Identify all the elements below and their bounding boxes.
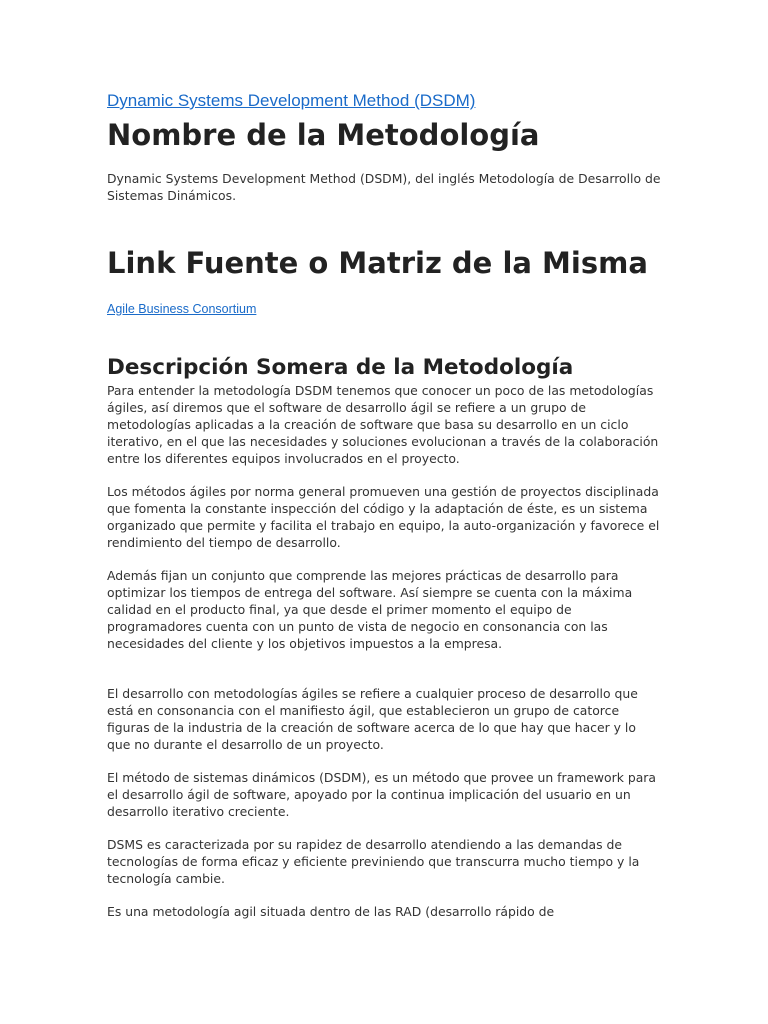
paragraph-best-practices: Además fijan un conjunto que comprende las mejores prácticas de desarrollo para optimizar los tiempos de entrega del software. Así siempre se cuenta con la máxima calidad en el producto final, ya que desde el primer momento el equipo de programadores cuenta con un punto de vista de negocio en consonancia con las necesidades del cliente y los objetivos impuestos a la empresa. [107, 568, 633, 651]
paragraph-agile-methods: Los métodos ágiles por norma general promueven una gestión de proyectos disciplinada que fomenta la constante inspección del código y la adaptación de éste, es un sistema organizado que permite y facilita el trabajo en equipo, la auto-organización y favorece el rendimiento del tiempo de desarrollo. [107, 484, 660, 550]
heading-description: Descripción Somera de la Metodología [107, 355, 574, 380]
paragraph-rad: Es una metodología agil situada dentro de las RAD (desarrollo rápido de [107, 904, 555, 919]
paragraph-agile-intro: Para entender la metodología DSDM tenemos que conocer un poco de las metodologías ágiles, así diremos que el software de desarrollo ágil se refiere a un grupo de metodologías aplicadas a la creación de software que basa su desarrollo en un ciclo iterativo, en el que las necesidades y soluciones evolucionan a través de la colaboración entre los diferentes equipos involucrados en el proyecto. [107, 383, 659, 466]
heading-methodology-name: Nombre de la Metodología [107, 118, 540, 152]
heading-source-link: Link Fuente o Matriz de la Misma [107, 246, 648, 280]
paragraph-agile-manifesto: El desarrollo con metodologías ágiles se refiere a cualquier proceso de desarrollo que está en consonancia con el manifiesto ágil, que establecieron un grupo de catorce figuras de la industria de la creación de software acerca de lo que hay que hacer y lo que no durante el desarrollo de un proyecto. [107, 686, 638, 752]
paragraph-dsdm-method: El método de sistemas dinámicos (DSDM), es un método que provee un framework para el desarrollo ágil de software, apoyado por la continua implicación del usuario en un desarrollo iterativo creciente. [107, 770, 656, 819]
paragraph-dsms-speed: DSMS es caracterizada por su rapidez de desarrollo atendiendo a las demandas de tecnologías de forma eficaz y eficiente previniendo que transcurra mucho tiempo y la tecnología cambie. [107, 837, 640, 886]
agile-business-consortium-link[interactable]: Agile Business Consortium [107, 302, 257, 316]
dsdm-link[interactable]: Dynamic Systems Development Method (DSDM) [107, 91, 476, 110]
intro-paragraph: Dynamic Systems Development Method (DSDM), del inglés Metodología de Desarrollo de Sistemas Dinámicos. [107, 171, 661, 203]
document-page [107, 90, 662, 920]
